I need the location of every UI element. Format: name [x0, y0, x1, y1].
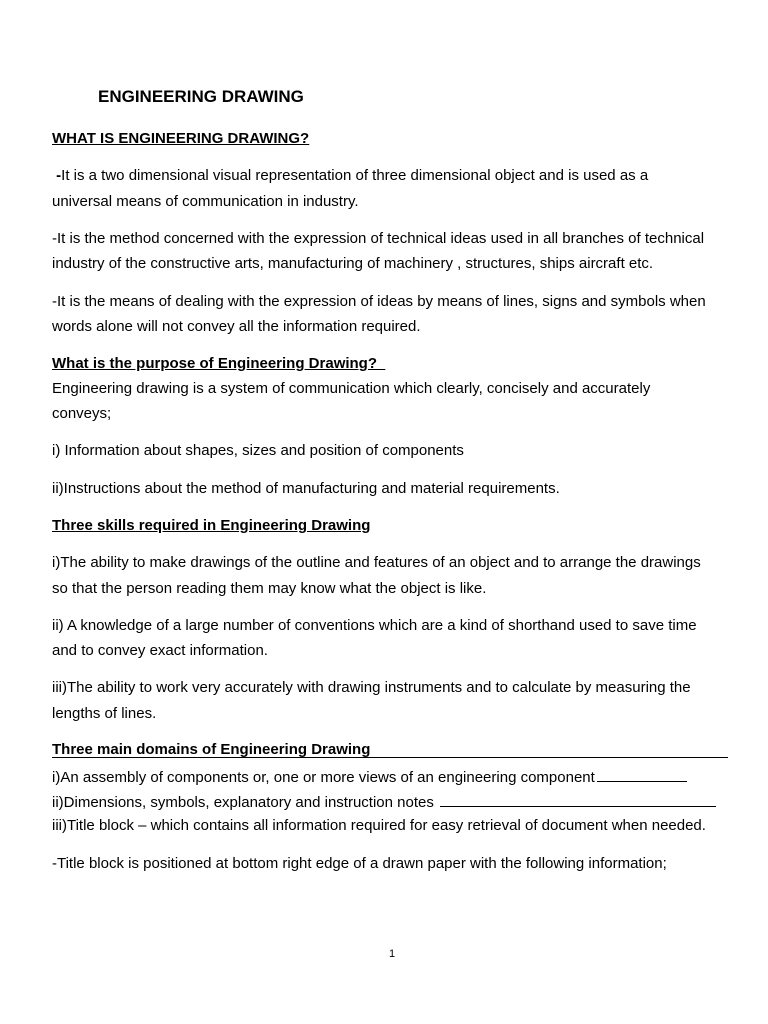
- section-heading-what-is: WHAT IS ENGINEERING DRAWING?: [52, 130, 310, 147]
- skill-2-line-2: and to convey exact information.: [52, 642, 268, 659]
- purpose-item-1: i) Information about shapes, sizes and position of components: [52, 442, 464, 459]
- section-heading-skills: Three skills required in Engineering Drawing: [52, 517, 371, 534]
- domain-item-1: [52, 767, 687, 787]
- paragraph-3-line-1: -It is the means of dealing with the expression of ideas by means of lines, signs and symbols when: [52, 293, 706, 310]
- purpose-item-2: ii)Instructions about the method of manufacturing and material requirements.: [52, 480, 560, 497]
- domain-item-1-text: i)An assembly of components or, one or more views of an engineering component: [52, 769, 595, 786]
- paragraph-1-line-1-text: It is a two dimensional visual representation of three dimensional object and is used as a: [61, 167, 649, 184]
- section-heading-domains: Three main domains of Engineering Drawing: [52, 741, 371, 758]
- page-number: 1: [388, 948, 396, 960]
- paragraph-2-line-1: -It is the method concerned with the expression of technical ideas used in all branches of technical: [52, 230, 705, 247]
- purpose-intro-line-1: Engineering drawing is a system of communication which clearly, concisely and accurately: [52, 380, 651, 397]
- section-heading-purpose: [52, 355, 385, 373]
- domain-item-2-text: ii)Dimensions, symbols, explanatory and instruction notes: [52, 794, 434, 811]
- skill-2-line-1: ii) A knowledge of a large number of conventions which are a kind of shorthand used to save time: [52, 617, 697, 634]
- paragraph-3-line-2: words alone will not convey all the information required.: [52, 318, 421, 335]
- paragraph-2-line-2: industry of the constructive arts, manufacturing of machinery , structures, ships aircraft etc.: [52, 255, 654, 272]
- closing-line: -Title block is positioned at bottom right edge of a drawn paper with the following information;: [52, 855, 667, 872]
- dash-bold: -: [56, 167, 62, 184]
- skill-3-line-1: iii)The ability to work very accurately with drawing instruments and to calculate by measuring the: [52, 679, 691, 696]
- paragraph-1-line-2: universal means of communication in industry.: [52, 193, 359, 210]
- domain-item-3: iii)Title block – which contains all information required for easy retrieval of document when needed.: [52, 817, 706, 834]
- skill-1-line-1: i)The ability to make drawings of the outline and features of an object and to arrange the drawings: [52, 554, 701, 571]
- skill-1-line-2: so that the person reading them may know what the object is like.: [52, 580, 487, 597]
- fill-in-blank: [597, 767, 687, 782]
- section-heading-domains-row: [52, 741, 728, 758]
- section-heading-purpose-text: What is the purpose of Engineering Drawing?: [52, 355, 378, 372]
- purpose-intro-line-2: conveys;: [52, 405, 112, 422]
- skill-3-line-2: lengths of lines.: [52, 705, 157, 722]
- fill-in-blank: [440, 792, 716, 807]
- document-title: ENGINEERING DRAWING: [98, 87, 304, 106]
- paragraph-1-line-1: [52, 167, 648, 185]
- domain-item-2: [52, 792, 716, 812]
